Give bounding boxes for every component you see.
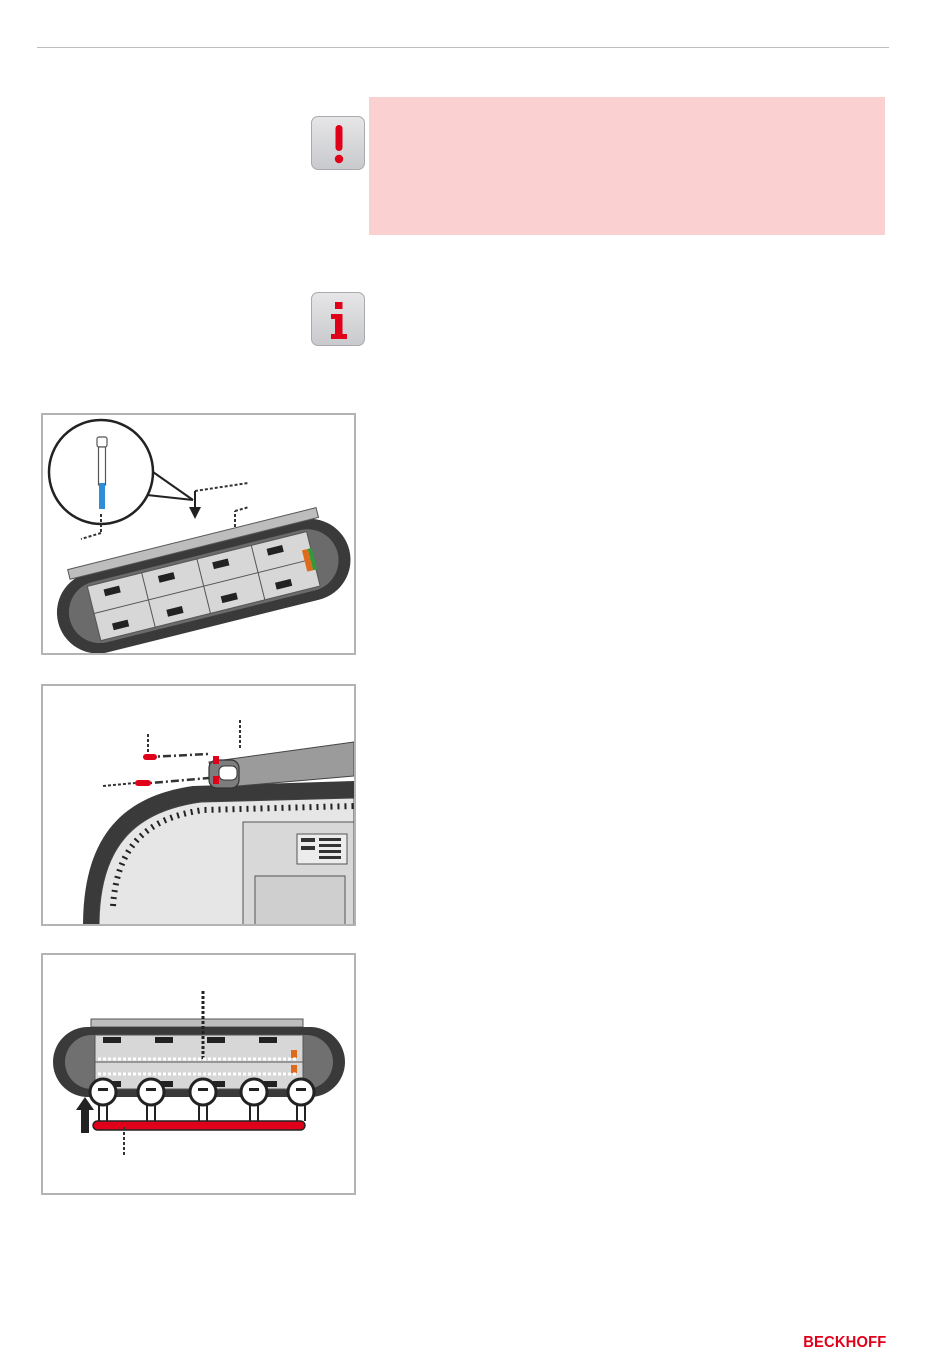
beckhoff-logo: BECKHOFF xyxy=(802,1334,886,1351)
attention-message-box xyxy=(369,97,885,235)
bottom-assembly-figure xyxy=(41,953,356,1195)
screw-detail-figure xyxy=(41,413,356,655)
pin-insertion-figure xyxy=(41,684,356,926)
info-icon xyxy=(311,292,365,346)
header-rule xyxy=(37,47,889,48)
exclamation-icon xyxy=(311,116,365,170)
